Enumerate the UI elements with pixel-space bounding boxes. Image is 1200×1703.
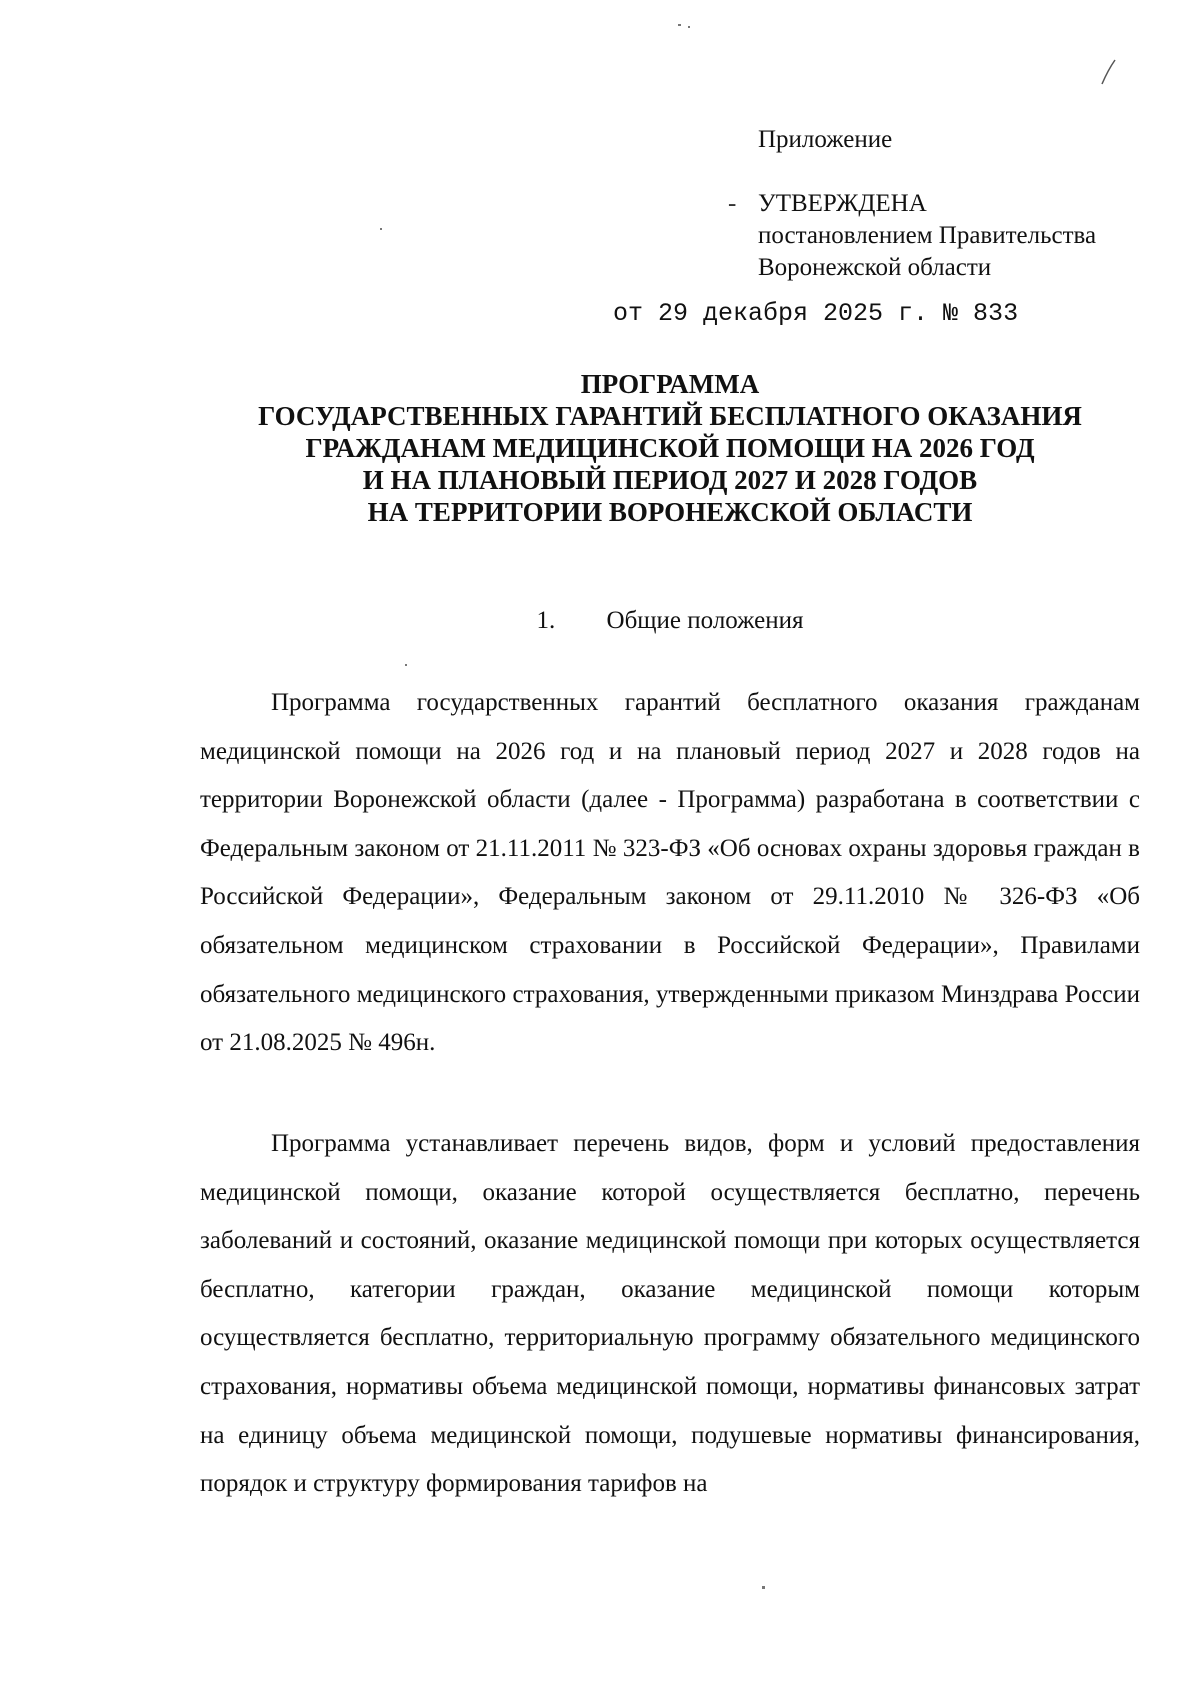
annex-label: Приложение	[758, 126, 893, 153]
paragraph-text: Программа государственных гарантий бесплатного оказания гражданам медицинской помощи на 2026 год и на плановый период 2027 и 2028 годов на территории Воронежской области (далее - Программа) разработана в соответствии с Федеральным законом от 21.11.2011 № 323-ФЗ «Об основах охраны здоровья граждан в Российской Федерации», Федеральным законом от 29.11.2010 № 326-ФЗ «Об обязательном медицинском страховании в Российской Федерации», Правилами обязательного медицинского страхования, утвержденными приказом Минздрава России от 21.08.2025 № 496н.	[200, 689, 1140, 1057]
pen-stroke-mark	[1098, 58, 1118, 88]
body-paragraph-1	[200, 679, 1140, 1068]
section-number: 1.	[536, 607, 556, 634]
title-line: ПРОГРАММА	[580, 369, 760, 399]
title-line: НА ТЕРРИТОРИИ ВОРОНЕЖСКОЙ ОБЛАСТИ	[367, 497, 973, 527]
approved-word: УТВЕРЖДЕНА	[758, 190, 927, 217]
scan-speck	[688, 26, 690, 28]
margin-dash-mark: -	[728, 190, 737, 217]
document-title	[200, 368, 1140, 528]
approval-stamp	[758, 188, 1096, 284]
section-title: Общие положения	[606, 607, 804, 634]
body-paragraph-2	[200, 1120, 1140, 1509]
title-line: ГРАЖДАНАМ МЕДИЦИНСКОЙ ПОМОЩИ НА 2026 ГОД	[305, 433, 1035, 463]
title-line: ГОСУДАРСТВЕННЫХ ГАРАНТИЙ БЕСПЛАТНОГО ОКАЗАНИЯ	[258, 401, 1082, 431]
section-heading	[200, 605, 1140, 637]
decree-date-number: от 29 декабря 2025 г. № 833	[613, 299, 1019, 328]
title-line: И НА ПЛАНОВЫЙ ПЕРИОД 2027 И 2028 ГОДОВ	[362, 465, 978, 495]
scan-speck	[405, 664, 407, 666]
scan-speck	[762, 1586, 765, 1589]
scan-speck	[380, 228, 382, 230]
scan-speck	[678, 24, 681, 26]
paragraph-text: Программа устанавливает перечень видов, форм и условий предоставления медицинской помощи, оказание которой осуществляется бесплатно, перечень заболеваний и состояний, оказание медицинской помощи при которых осуществляется бесплатно, категории граждан, оказание медицинской помощи которым осуществляется бесплатно, территориальную программу обязательного медицинского страхования, нормативы объема медицинской помощи, нормативы финансовых затрат на единицу объема медицинской помощи, подушевые нормативы финансирования, порядок и структуру формирования тарифов на	[200, 1130, 1140, 1498]
approved-region: Воронежской области	[758, 254, 992, 281]
approved-by: постановлением Правительства	[758, 222, 1097, 249]
